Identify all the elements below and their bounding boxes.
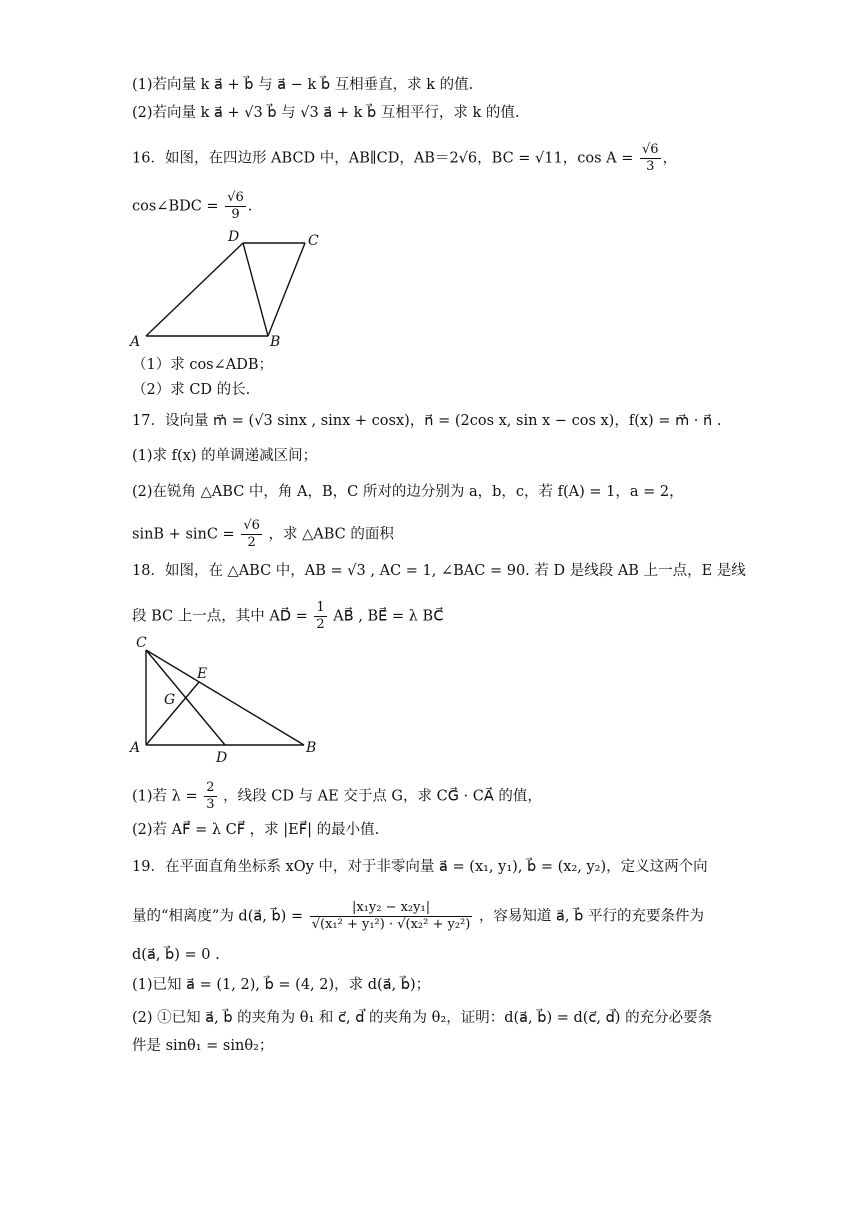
q16-part2: （2）求 CD 的长. [132, 382, 251, 398]
q18-line2-head: 段 BC 上一点，其中 AD⃗ = [132, 608, 308, 625]
q18-lambda-num: 2 [206, 780, 215, 795]
q16-edge-AD [146, 243, 243, 336]
q18-part1 [132, 780, 542, 813]
q16-cosA-fraction [640, 142, 661, 175]
q18-label-D: D [216, 750, 228, 765]
q19-distance-den: √(x₁² + y₁²) · √(x₂² + y₂²) [311, 917, 471, 932]
q19-distance-num: |x₁y₂ − x₂y₁| [310, 900, 473, 917]
q17-part2-line2 [132, 518, 394, 551]
q16-label-D: D [228, 229, 240, 245]
q17-part2-tail: ，求 △ABC 的面积 [268, 526, 394, 543]
q17-sin-sum-label: sinB + sinC = [132, 526, 235, 543]
q18-label-B: B [306, 740, 317, 756]
q16-label-A: A [130, 334, 141, 350]
q17-part1: (1)求 f(x) 的单调递减区间； [132, 448, 318, 464]
q16-edge-CB [268, 243, 305, 336]
q19-line2-head: 量的“相离度”为 d(a⃗, b⃗) = [132, 908, 304, 925]
q18-lambda-den: 3 [206, 797, 215, 812]
q18-stem: 18．如图，在 △ABC 中，AB = √3 , AC = 1, ∠BAC = 90. 若 D 是线段 AB 上一点，E 是线 [132, 563, 746, 579]
q19-distance-fraction [310, 900, 473, 933]
q16-stem-text: 16．如图，在四边形 ABCD 中，AB∥CD，AB＝2√6，BC = √11，cos A = [132, 150, 634, 167]
q18-part1-tail: ，线段 CD 与 AE 交于点 G，求 CG⃗ · CA⃗ 的值， [223, 788, 542, 805]
q18-line2 [132, 600, 444, 633]
q16-cosBDC-num: √6 [227, 190, 244, 205]
q16-cosBDC-label: cos∠BDC = [132, 198, 219, 215]
q17-sin-sum-fraction [241, 518, 262, 551]
q18-triangle-figure [128, 630, 328, 765]
q16-quadrilateral-figure [128, 228, 348, 350]
q19-stem: 19．在平面直角坐标系 xOy 中，对于非零向量 a⃗ = (x₁, y₁), b⃗ = (x₂, y₂)，定义这两个向 [132, 859, 708, 875]
q18-half-fraction [314, 600, 326, 633]
q16-cosBDC-den: 9 [231, 207, 240, 222]
q17-sin-sum-num: √6 [243, 518, 260, 533]
q19-line2 [132, 900, 704, 933]
q16-stem: 16．如图，在四边形 ABCD 中，AB∥CD，AB＝2√6，BC = √11，cos A = $\frac{√6}{3}$ ， [132, 142, 678, 174]
q18-line2-tail: AB⃗ , BE⃗ = λ BC⃗ [333, 608, 444, 625]
q18-label-A: A [130, 740, 141, 756]
q15-part1: (1)若向量 k a⃗ + b⃗ 与 a⃗ − k b⃗ 互相垂直，求 k 的值. [132, 77, 474, 93]
q17-sin-sum-den: 2 [247, 535, 256, 550]
q18-part1-head: (1)若 λ = [132, 788, 198, 805]
q18-label-E: E [197, 666, 208, 682]
q16-part1: （1）求 cos∠ADB； [132, 357, 274, 373]
q16-cosBDC-fraction [225, 190, 246, 223]
q19-line2-tail: ，容易知道 a⃗, b⃗ 平行的充要条件为 [478, 908, 704, 925]
q16-label-C: C [308, 233, 319, 249]
q15-part2: (2)若向量 k a⃗ + √3 b⃗ 与 √3 a⃗ + k b⃗ 互相平行，求 k 的值. [132, 105, 520, 121]
q18-label-C: C [136, 635, 147, 651]
q19-line3: d(a⃗, b⃗) = 0 . [132, 947, 220, 963]
q16-line2: cos∠BDC = $\frac{√6}{9}$ . [132, 190, 253, 222]
q19-part2-line2: 件是 sinθ₁ = sinθ₂； [132, 1038, 274, 1054]
q16-cosA-num: √6 [641, 142, 659, 157]
q16-diagonal-DB [243, 243, 268, 336]
q18-lambda-fraction [204, 780, 216, 813]
q17-part2: (2)在锐角 △ABC 中，角 A，B，C 所对的边分别为 a，b，c，若 f(A) = 1，a = 2， [132, 484, 684, 500]
q16-label-B: B [270, 334, 281, 350]
q18-part2: (2)若 AF⃗ = λ CF⃗ ，求 |EF⃗| 的最小值. [132, 822, 380, 838]
q16-cosA-den: 3 [646, 159, 655, 174]
q19-part1: (1)已知 a⃗ = (1, 2), b⃗ = (4, 2)，求 d(a⃗, b⃗)； [132, 977, 431, 993]
q18-half-den: 2 [316, 617, 325, 632]
q18-label-G: G [164, 692, 176, 708]
q17-stem: 17．设向量 m⃗ = (√3 sinx , sinx + cosx)，n⃗ = (2cos x, sin x − cos x)，f(x) = m⃗ · n⃗ . [132, 413, 722, 429]
q18-half-num: 1 [316, 600, 325, 615]
q19-part2: (2) ①已知 a⃗, b⃗ 的夹角为 θ₁ 和 c⃗, d⃗ 的夹角为 θ₂，证明：d(a⃗, b⃗) = d(c⃗, d⃗) 的充分必要条 [132, 1010, 713, 1026]
